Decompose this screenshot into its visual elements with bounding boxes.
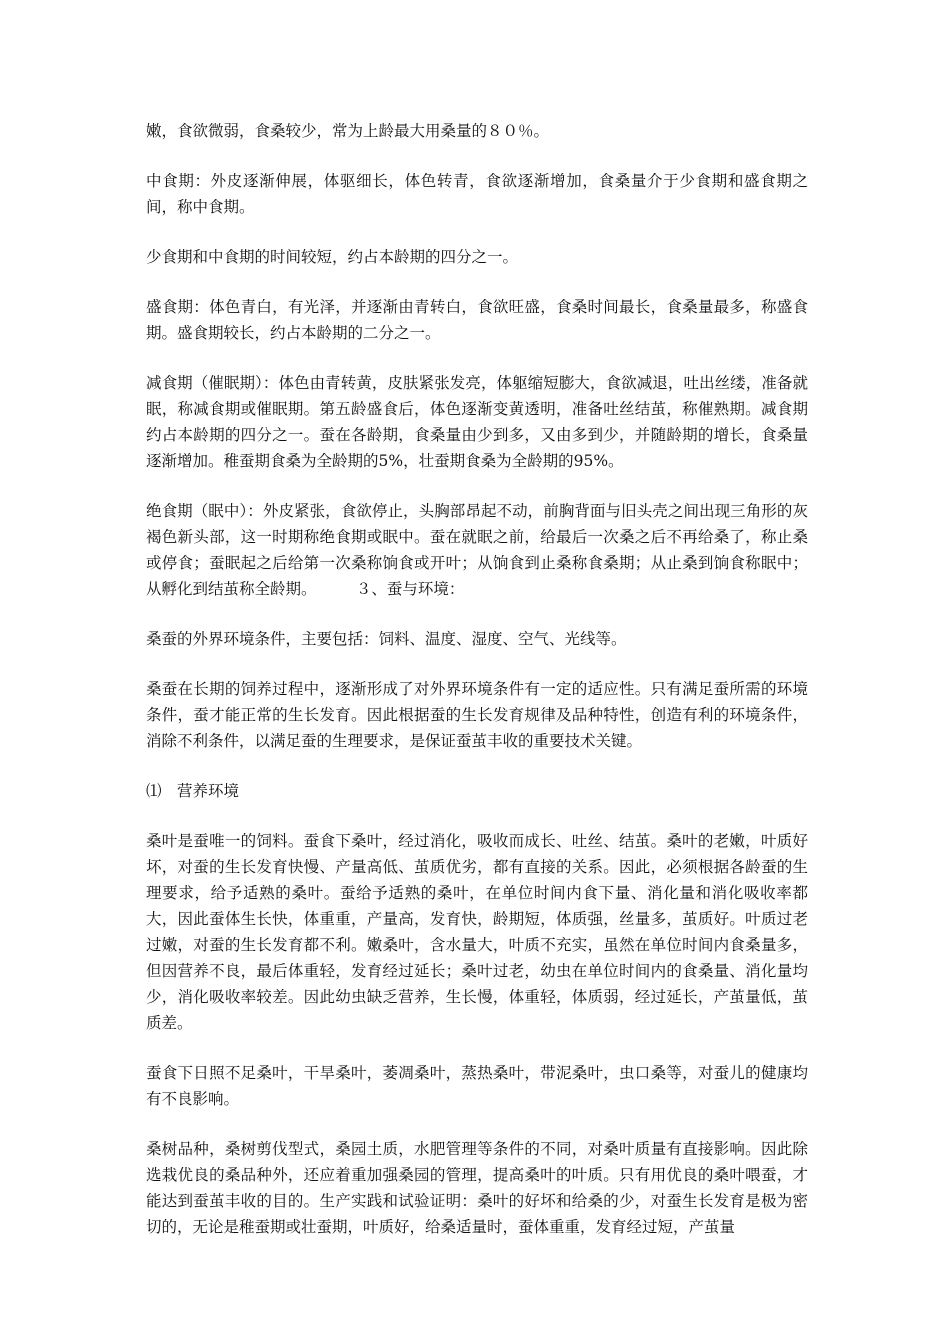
- section-heading-nutrition: ⑴ 营养环境: [146, 782, 240, 800]
- paragraph-environment-adaptation: 桑蚕在长期的饲养过程中，逐渐形成了对外界环境条件有一定的适应性。只有满足蚕所需的环境条件，蚕才能正常的生长发育。因此根据蚕的生长发育规律及品种特性，创造有利的环境条件，消除不利条件，以满足蚕的生理要求，是保证蚕茧丰收的重要技术关键。: [146, 680, 808, 750]
- paragraph-bad-leaves: 蚕食下日照不足桑叶，干旱桑叶，萎凋桑叶，蒸热桑叶，带泥桑叶，虫口桑等，对蚕儿的健康均有不良影响。: [146, 1064, 808, 1108]
- paragraph-short-stages-duration: 少食期和中食期的时间较短，约占本龄期的四分之一。: [146, 248, 519, 266]
- paragraph-middle-feeding-stage: 中食期：外皮逐渐伸展，体驱细长，体色转青，食欲逐渐增加，食桑量介于少食期和盛食期之间，称中食期。: [146, 172, 808, 216]
- paragraph-reduced-feeding-stage: 减食期（催眠期）：体色由青转黄，皮肤紧张发亮，体躯缩短膨大，食欲减退，吐出丝缕，准备就眠，称减食期或催眠期。第五龄盛食后，体色逐渐变黄透明，准备吐丝结茧，称催熟期。减食期约占本龄期的四分之一。蚕在各龄期，食桑量由少到多，又由多到少，并随龄期的增长，食桑量逐渐增加。稚蚕期食桑为全龄期的5%，壮蚕期食桑为全龄期的95%。: [146, 374, 808, 470]
- paragraph-fasting-stage: 绝食期（眠中）：外皮紧张，食欲停止，头胸部昂起不动，前胸背面与旧头壳之间出现三角形的灰褐色新头部，这一时期称绝食期或眠中。蚕在就眠之前，给最后一次桑之后不再给桑了，称止桑或停食；蚕眠起之后给第一次桑称饷食或开叶；从饷食到止桑称食桑期；从止桑到饷食称眠中；从孵化到结茧称全龄期。 ３、蚕与环境：: [146, 502, 808, 598]
- paragraph-peak-feeding-stage: 盛食期：体色青白，有光泽，并逐渐由青转白，食欲旺盛，食桑时间最长，食桑量最多，称盛食期。盛食期较长，约占本龄期的二分之一。: [146, 298, 808, 342]
- paragraph-mulberry-management: 桑树品种，桑树剪伐型式，桑园土质，水肥管理等条件的不同，对桑叶质量有直接影响。因此除选栽优良的桑品种外，还应着重加强桑园的管理，提高桑叶的叶质。只有用优良的桑叶喂蚕，才能达到蚕茧丰收的目的。生产实践和试验证明：桑叶的好坏和给桑的少，对蚕生长发育是极为密切的，无论是稚蚕期或壮蚕期，叶质好，给桑适量时，蚕体重重，发育经过短，产茧量: [146, 1140, 808, 1236]
- document-page: [146, 118, 808, 1264]
- paragraph-leaf-age-intro: 嫩，食欲微弱，食桑较少，常为上龄最大用桑量的８０％。: [146, 122, 550, 140]
- paragraph-environment-conditions: 桑蚕的外界环境条件，主要包括：饲料、温度、湿度、空气、光线等。: [146, 630, 627, 648]
- paragraph-mulberry-leaf-quality: 桑叶是蚕唯一的饲料。蚕食下桑叶，经过消化，吸收而成长、吐丝、结茧。桑叶的老嫩，叶质好坏，对蚕的生长发育快慢、产量高低、茧质优劣，都有直接的关系。因此，必须根据各龄蚕的生理要求，给予适熟的桑叶。蚕给予适熟的桑叶，在单位时间内食下量、消化量和消化吸收率都大，因此蚕体生长快，体重重，产量高，发育快，龄期短，体质强，丝量多，茧质好。叶质过老过嫩，对蚕的生长发育都不利。嫩桑叶，含水量大，叶质不充实，虽然在单位时间内食桑量多，但因营养不良，最后体重轻，发育经过延长；桑叶过老，幼虫在单位时间内的食桑量、消化量均少，消化吸收率较差。因此幼虫缺乏营养，生长慢，体重轻，体质弱，经过延长，产茧量低，茧质差。: [146, 832, 808, 1032]
